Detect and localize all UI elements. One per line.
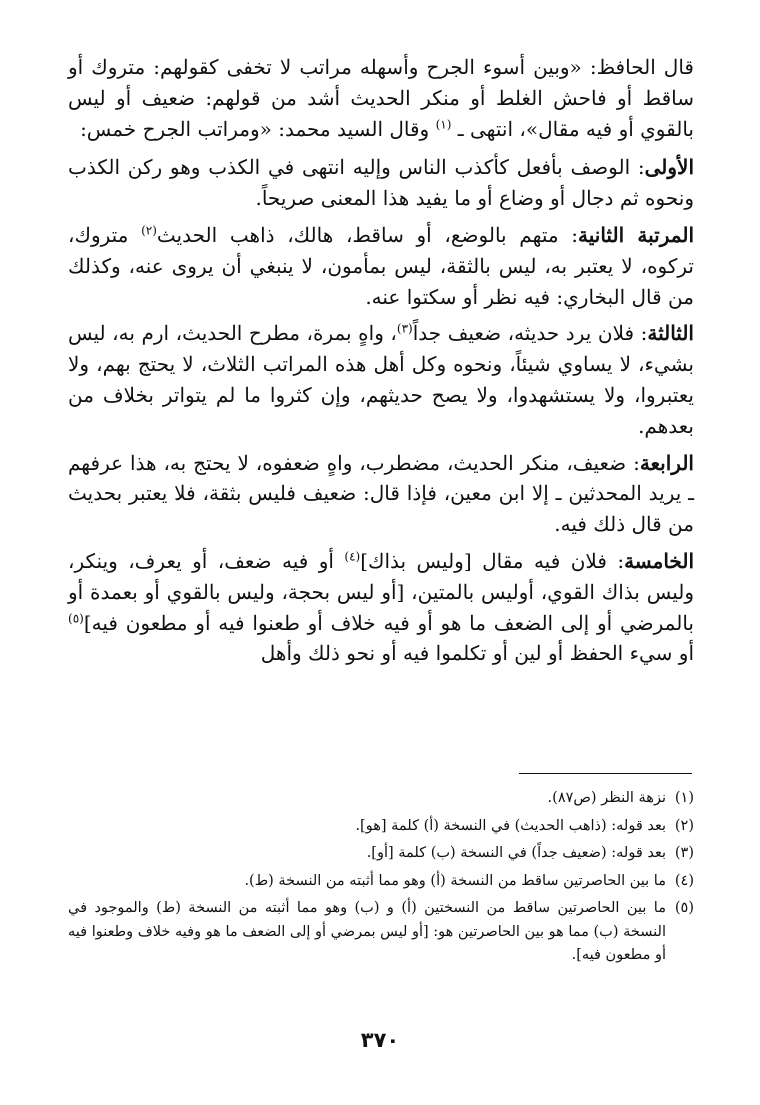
paragraph-text: أو فيه ضعف، أو يعرف، وينكر، وليس بذاك القوي، أوليس بالمتين، [أو ليس بحجة، وليس بالقوي أو بعمدة أو بالمرضي أو إلى الضعف ما هو أو فيه خلاف أو طعنوا فيه أو مطعون فيه] <box>68 548 694 635</box>
footnote-number: (٢) <box>674 817 694 834</box>
paragraph-text: : ضعيف، منكر الحديث، مضطرب، واهٍ ضعفوه، لا يحتج به، هذا عرفهم ـ يريد المحدثين ـ إلا ابن معين، فإذا قال: ضعيف فليس بثقة، فلا يعتبر بحديث من قال ذلك فيه. <box>68 450 694 537</box>
rank-label: المرتبة الثانية <box>578 222 694 247</box>
rank-label: الثالثة <box>647 321 694 346</box>
footnote <box>68 842 694 866</box>
footnote-separator <box>519 773 692 774</box>
footnote <box>68 870 694 894</box>
footnote <box>68 897 694 968</box>
footnotes <box>68 787 694 972</box>
page-number: ٣٧٠ <box>360 1028 400 1052</box>
rank-label: الخامسة <box>624 548 694 573</box>
paragraph-text: أو سيء الحفظ أو لين أو تكلموا فيه أو نحو ذلك وأهل <box>260 641 694 666</box>
rank-paragraph <box>68 152 694 214</box>
footnote-number: (٣) <box>674 845 694 861</box>
paragraph-text: قال الحافظ: «وبين أسوء الجرح وأسهله مراتب لا تخفى كقولهم: متروك أو ساقط أو فاحش الغلط أو منكر الحديث أشد من قولهم: ضعيف أو ليس بالقوي أو فيه مقال»، انتهى ـ <box>68 55 694 141</box>
footnote-marker: (٤) <box>344 549 361 564</box>
rank-paragraph <box>68 448 694 540</box>
paragraph-text: : فلان يرد حديثه، ضعيف جداً <box>412 321 648 346</box>
footnote-text: ما بين الحاصرتين ساقط من النسخة (أ) وهو مما أثبته من النسخة (ط). <box>244 872 666 889</box>
footnote <box>68 787 694 811</box>
footnote-text: ما بين الحاصرتين ساقط من النسختين (أ) و (ب) وهو مما أثبته من النسخة (ط) والموجود في النسخة (ب) مما هو بين الحاصرتين هو: [أو ليس بمرضي أو إلى الضعف ما هو وفيه خلاف وطعنوا فيه أو مطعون فيه]. <box>68 900 666 963</box>
rank-label: الرابعة <box>639 450 694 475</box>
footnote-marker: (٣) <box>396 321 413 336</box>
main-text <box>68 52 694 675</box>
rank-paragraph <box>68 220 694 312</box>
footnote-marker: (٢) <box>141 223 157 238</box>
footnote-number: (٤) <box>674 872 694 889</box>
footnote <box>68 815 694 839</box>
rank-paragraph <box>68 318 694 441</box>
rank-paragraph <box>68 546 694 669</box>
paragraph-text: : فلان فيه مقال [وليس بذاك] <box>360 548 625 573</box>
intro-paragraph <box>68 52 694 144</box>
footnote-text: بعد قوله: (ذاهب الحديث) في النسخة (أ) كلمة [هو]. <box>355 817 666 834</box>
footnote-number: (٥) <box>674 900 694 916</box>
footnote-text: نزهة النظر (ص٨٧). <box>547 790 666 806</box>
rank-label: الأولى <box>644 155 694 180</box>
paragraph-text: ، واهٍ بمرة، مطرح الحديث، ارم به، ليس بشيء، لا يساوي شيئاً، ونحوه وكل أهل هذه المراتب الثلاث، لا يحتج بهم، ولا يعتبروا، ولا يستشهدوا، ولا يصح حديثهم، وإن كثروا ما لم يتواتر بخلاف من بعدهم. <box>68 321 694 438</box>
paragraph-text: : الوصف بأفعل كأكذب الناس وإليه انتهى في الكذب وهو ركن الكذب ونحوه ثم دجال أو وضاع أو ما يفيد هذا المعنى صريحاً. <box>68 155 694 211</box>
footnote-text: بعد قوله: (ضعيف جداً) في النسخة (ب) كلمة [أو]. <box>366 845 666 861</box>
footnote-marker: (٥) <box>68 610 84 625</box>
footnote-marker: (١) <box>435 116 452 131</box>
paragraph-text: : متهم بالوضع، أو ساقط، هالك، ذاهب الحديث <box>156 222 579 247</box>
footnote-number: (١) <box>674 790 694 806</box>
paragraph-text: متروك، تركوه، لا يعتبر به، ليس بالثقة، ليس بمأمون، لا ينبغي أن يروى عنه، وكذلك من قال البخاري: فيه نظر أو سكتوا عنه. <box>68 222 694 309</box>
paragraph-text: وقال السيد محمد: «ومراتب الجرح خمس: <box>80 116 436 141</box>
